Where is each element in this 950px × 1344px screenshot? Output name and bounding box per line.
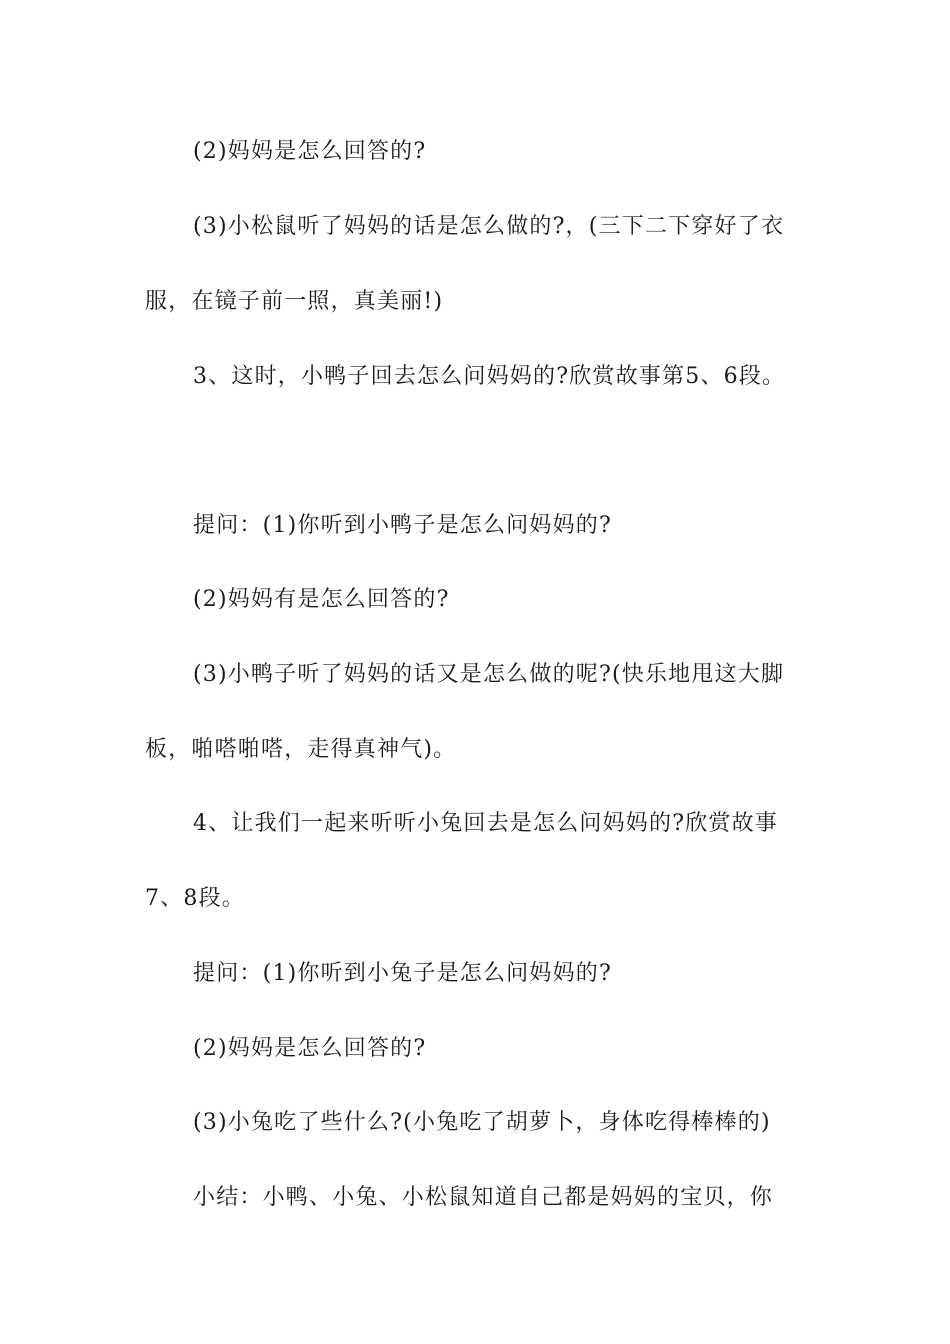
text-line-14: 小结：小鸭、小兔、小松鼠知道自己都是妈妈的宝贝，你 [193, 1185, 774, 1210]
text-line-12: (2)妈妈是怎么回答的? [193, 1036, 427, 1061]
text-line-3: 服，在镜子前一照，真美丽!) [145, 289, 444, 314]
text-line-9: 4、让我们一起来听听小兔回去是怎么问妈妈的?欣赏故事 [193, 811, 778, 836]
text-line-5: 提问：(1)你听到小鸭子是怎么问妈妈的? [193, 513, 612, 538]
text-line-6: (2)妈妈有是怎么回答的? [193, 587, 450, 612]
text-line-4: 3、这时，小鸭子回去怎么问妈妈的?欣赏故事第5、6段。 [193, 364, 786, 389]
text-line-13: (3)小兔吃了些什么?(小兔吃了胡萝卜，身体吃得棒棒的) [193, 1110, 771, 1135]
text-line-11: 提问：(1)你听到小兔子是怎么问妈妈的? [193, 961, 612, 986]
text-line-2: (3)小松鼠听了妈妈的话是怎么做的?，(三下二下穿好了衣 [193, 214, 785, 239]
text-line-7: (3)小鸭子听了妈妈的话又是怎么做的呢?(快乐地甩这大脚 [193, 662, 785, 687]
text-line-1: (2)妈妈是怎么回答的? [193, 139, 427, 164]
text-line-8: 板，啪嗒啪嗒，走得真神气)。 [145, 737, 457, 762]
text-line-10: 7、8段。 [145, 886, 245, 911]
